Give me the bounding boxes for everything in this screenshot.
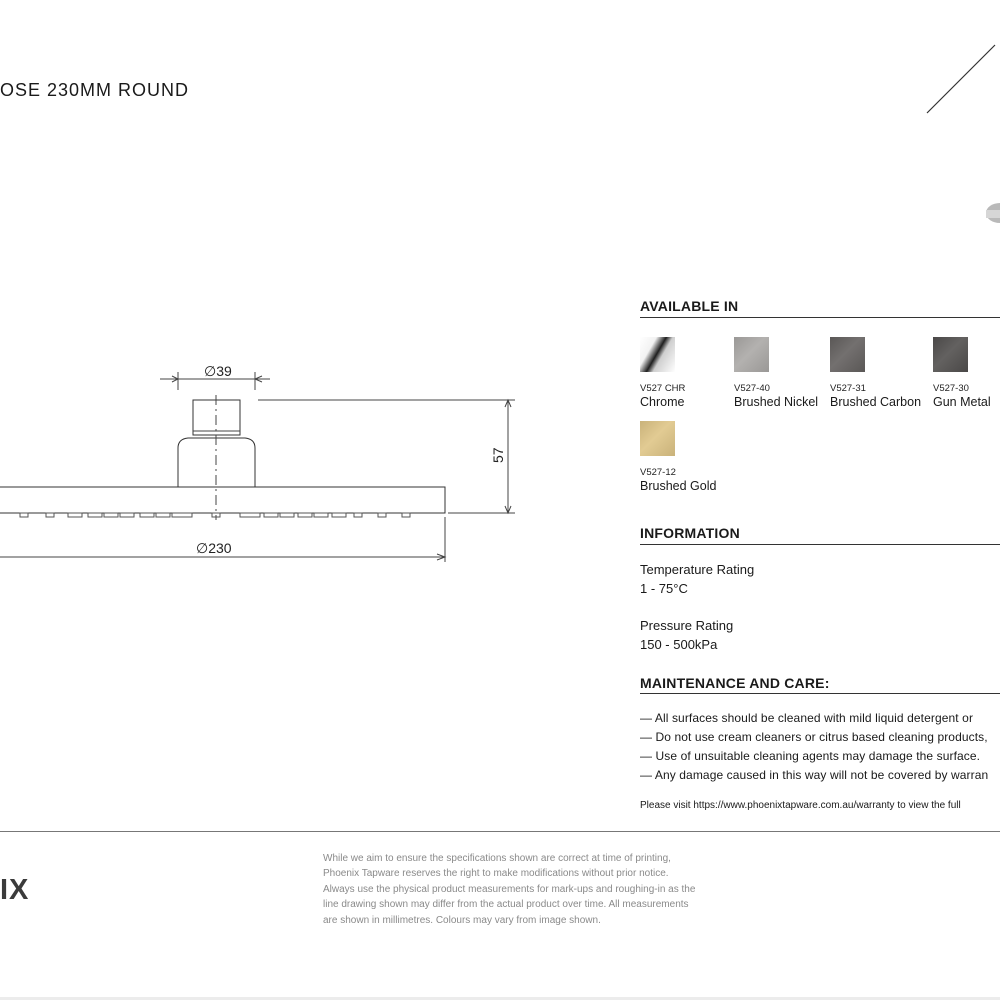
product-title: OSE 230MM ROUND bbox=[0, 80, 190, 100]
dim-height-label: 57 bbox=[490, 447, 506, 463]
dim-top-label: ∅39 bbox=[204, 363, 232, 379]
finish-code: V527-12 bbox=[640, 467, 676, 478]
disclaimer-line: line drawing shown may differ from the actual product over time. All measurements bbox=[323, 899, 689, 911]
technical-drawing bbox=[0, 355, 520, 585]
finish-code: V527 CHR bbox=[640, 383, 686, 394]
finish-name: Brushed Carbon bbox=[830, 395, 922, 409]
disclaimer-line: Always use the physical product measurements for mark-ups and roughing-in as the bbox=[323, 883, 696, 895]
finish-name: Gun Metal bbox=[933, 395, 991, 409]
dim-width-label: ∅230 bbox=[196, 540, 232, 556]
footer-divider bbox=[0, 831, 1000, 832]
warranty-visit-text: Please visit https://www.phoenixtapware.com.au/warranty to view the full bbox=[640, 800, 961, 811]
available-heading: AVAILABLE IN bbox=[640, 298, 739, 314]
available-rule bbox=[640, 317, 1000, 318]
care-item: — Use of unsuitable cleaning agents may damage the surface. bbox=[640, 749, 981, 763]
finish-swatch bbox=[640, 421, 675, 456]
disclaimer bbox=[323, 851, 763, 928]
finish-swatch bbox=[830, 337, 865, 372]
product-image-stem bbox=[927, 45, 995, 113]
information-rule bbox=[640, 544, 1000, 545]
finish-name: Chrome bbox=[640, 395, 685, 409]
information-heading: INFORMATION bbox=[640, 525, 740, 541]
care-item: — Do not use cream cleaners or citrus based cleaning products, bbox=[640, 730, 988, 744]
product-image-partial bbox=[900, 30, 1000, 270]
finish-code: V527-40 bbox=[734, 383, 770, 394]
maintenance-heading: MAINTENANCE AND CARE: bbox=[640, 675, 830, 691]
temperature-label: Temperature Rating bbox=[640, 562, 755, 577]
disclaimer-line: Phoenix Tapware reserves the right to make modifications without prior notice. bbox=[323, 868, 669, 880]
finish-name: Brushed Nickel bbox=[734, 395, 819, 409]
finish-code: V527-31 bbox=[830, 383, 866, 394]
pressure-value: 150 - 500kPa bbox=[640, 637, 718, 652]
finish-swatch bbox=[734, 337, 769, 372]
finish-swatch bbox=[933, 337, 968, 372]
finish-name: Brushed Gold bbox=[640, 479, 717, 493]
temperature-value: 1 - 75°C bbox=[640, 581, 688, 596]
disclaimer-line: While we aim to ensure the specifications shown are correct at time of printing, bbox=[323, 853, 671, 864]
care-item: — All surfaces should be cleaned with mild liquid detergent or bbox=[640, 711, 974, 725]
product-image-fitting-edge bbox=[986, 210, 1000, 218]
maintenance-rule bbox=[640, 693, 1000, 694]
pressure-label: Pressure Rating bbox=[640, 618, 734, 633]
brand-logo: IX bbox=[0, 874, 30, 906]
disclaimer-line: are shown in millimetres. Colours may vary from image shown. bbox=[323, 914, 601, 926]
finish-swatch bbox=[640, 337, 675, 372]
finish-code: V527-30 bbox=[933, 383, 969, 394]
care-item: — Any damage caused in this way will not be covered by warran bbox=[640, 768, 989, 782]
